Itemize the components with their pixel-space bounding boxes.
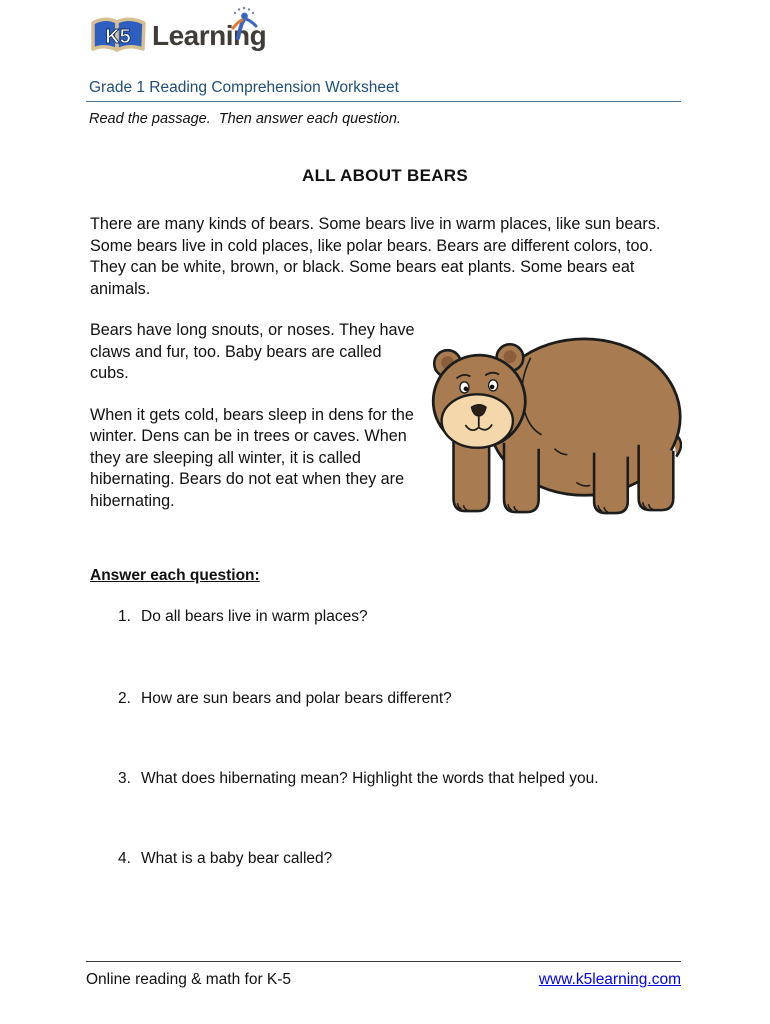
passage-title: ALL ABOUT BEARS <box>302 166 468 185</box>
worksheet-title: Grade 1 Reading Comprehension Worksheet <box>89 79 399 96</box>
book-icon <box>88 14 150 58</box>
bear-drawing <box>426 322 682 520</box>
logo-word-text: Learning <box>152 20 267 51</box>
question-text: What does hibernating mean? Highlight the words that helped you. <box>141 770 599 787</box>
questions-heading: Answer each question: <box>90 567 260 584</box>
footer-tagline: Online reading & math for K-5 <box>86 971 292 988</box>
header-divider <box>86 101 681 102</box>
question-text: What is a baby bear called? <box>141 850 333 867</box>
question-text: Do all bears live in warm places? <box>141 608 368 625</box>
question-number: 1. <box>118 608 131 625</box>
passage-paragraph: Bears have long snouts, or noses. They have claws and fur, too. Baby bears are called cubs. <box>90 321 415 382</box>
passage-body <box>90 214 682 532</box>
footer-link[interactable]: www.k5learning.com <box>538 971 681 988</box>
question-text: How are sun bears and polar bears different? <box>141 690 452 707</box>
question-item <box>118 770 599 788</box>
question-item <box>118 690 452 708</box>
page-footer <box>86 961 681 989</box>
svg-text:K5: K5 <box>105 26 131 48</box>
k5-learning-logo <box>88 13 266 59</box>
passage-paragraph: When it gets cold, bears sleep in dens for the winter. Dens can be in trees or caves. When they are sleeping all winter, it is called hibernating. Bears do not eat when they are hibernating. <box>90 405 414 510</box>
question-number: 2. <box>118 690 131 707</box>
question-item <box>118 850 332 868</box>
figure-icon <box>230 6 260 40</box>
bear-illustration <box>426 322 682 520</box>
question-item <box>118 608 368 626</box>
logo-wordmark <box>152 22 266 50</box>
question-number: 4. <box>118 850 131 867</box>
instruction-text: Read the passage. Then answer each question. <box>89 111 401 127</box>
passage-paragraph: There are many kinds of bears. Some bears live in warm places, like sun bears. Some bears live in cold places, like polar bears. Bears are different colors, too. They can be white, brown, or black. Some bears eat plants. Some bears eat animals. <box>90 215 661 298</box>
question-number: 3. <box>118 770 131 787</box>
